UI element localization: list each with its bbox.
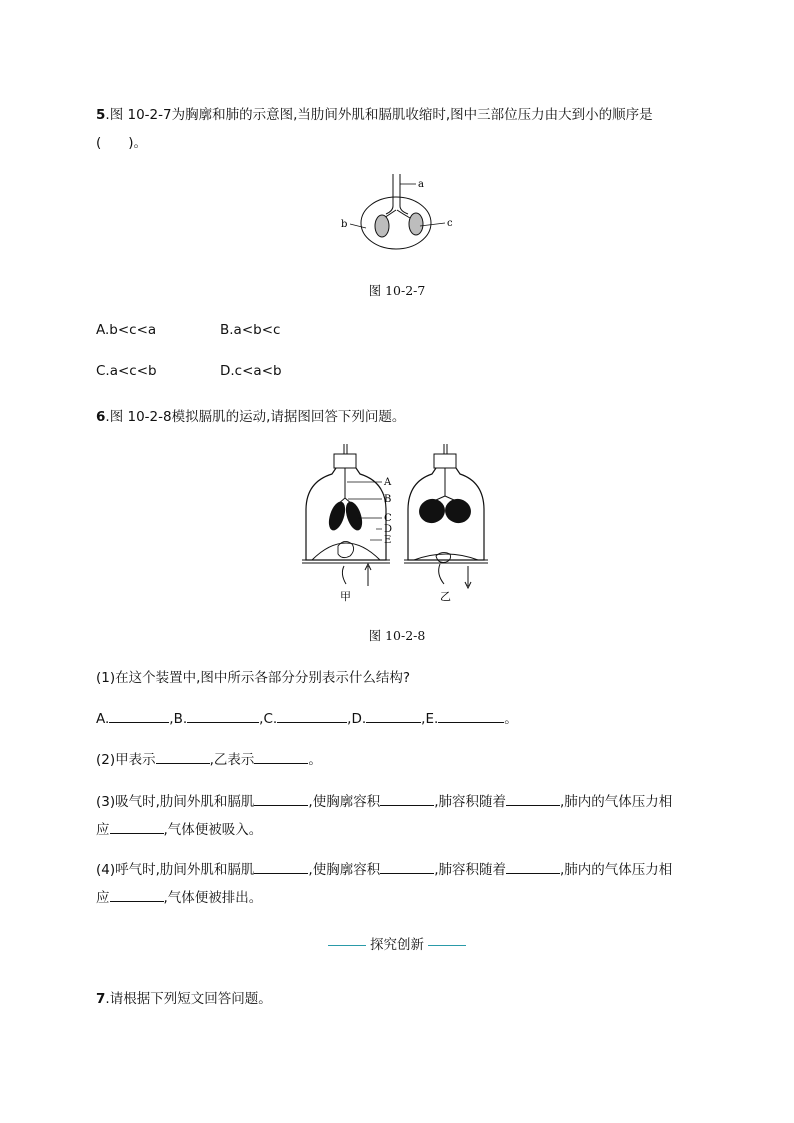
blank-sub3-1[interactable] xyxy=(254,793,308,806)
blank-e[interactable] xyxy=(438,710,504,723)
q6-sub4-line1 xyxy=(96,858,672,878)
q6-sub2-text2: ,乙表示 xyxy=(209,752,255,768)
q5-number: 5 xyxy=(96,107,106,123)
blank-sub4-1[interactable] xyxy=(254,861,308,874)
label-B: B xyxy=(384,494,392,505)
blank-sub3-4[interactable] xyxy=(110,821,164,834)
q6-sub1-label-b: ,B. xyxy=(169,711,188,727)
q6-sub3-text6: ,气体便被吸入。 xyxy=(163,822,263,838)
blank-d[interactable] xyxy=(366,710,421,723)
trachea-right-wall xyxy=(400,174,408,214)
q6-stem xyxy=(96,405,405,425)
label-E: E xyxy=(384,535,392,546)
label-C: C xyxy=(384,513,392,524)
figure-10-2-8-caption: 图 10-2-8 xyxy=(368,628,426,643)
q6-sub3-text5: 应 xyxy=(96,822,110,838)
q7-number: 7 xyxy=(96,991,106,1007)
q6-sub3-text2: ,使胸廓容积 xyxy=(308,794,381,810)
label-yi: 乙 xyxy=(440,590,451,603)
q6-sub2-text1: (2)甲表示 xyxy=(96,752,156,768)
blank-c[interactable] xyxy=(277,710,347,723)
q6-sub1-end: 。 xyxy=(504,711,518,727)
section-title: 探究创新 xyxy=(370,937,424,953)
balloon-left-jia xyxy=(326,500,349,533)
balloon-right-yi xyxy=(442,496,473,526)
q6-sub3-text4: ,肺内的气体压力相 xyxy=(560,794,673,810)
balloon-left-yi xyxy=(416,496,447,526)
q5-answer-bracket: ( )。 xyxy=(96,135,148,151)
label-b: b xyxy=(341,219,348,230)
q6-sub3-line2 xyxy=(96,818,262,838)
q5-option-b: B.a<b<c xyxy=(220,322,281,338)
q6-stem-text: .图 10-2-8模拟膈肌的运动,请据图回答下列问题。 xyxy=(105,409,406,425)
q6-sub4-text4: ,肺内的气体压力相 xyxy=(560,862,673,878)
q5-option-a: A.b<c<a xyxy=(96,322,157,338)
q6-number: 6 xyxy=(96,409,106,425)
q6-sub3-text3: ,肺容积随着 xyxy=(434,794,507,810)
label-A: A xyxy=(384,477,392,488)
blank-sub3-2[interactable] xyxy=(380,793,434,806)
q7-stem xyxy=(96,987,272,1007)
blank-b[interactable] xyxy=(187,710,259,723)
section-rule-right xyxy=(428,945,466,946)
blank-sub4-3[interactable] xyxy=(506,861,560,874)
q6-sub4-line2 xyxy=(96,886,262,906)
q7-stem-text: .请根据下列短文回答问题。 xyxy=(105,991,272,1007)
blank-sub4-2[interactable] xyxy=(380,861,434,874)
stopper-yi xyxy=(434,454,456,468)
q5-option-d: D.c<a<b xyxy=(220,363,282,379)
q6-sub2 xyxy=(96,748,322,768)
q6-sub3-line1 xyxy=(96,790,672,810)
q6-sub3-text1: (3)吸气时,肋间外肌和膈肌 xyxy=(96,794,255,810)
figure-10-2-7 xyxy=(338,166,463,256)
blank-sub4-4[interactable] xyxy=(110,889,164,902)
blank-sub3-3[interactable] xyxy=(506,793,560,806)
label-D: D xyxy=(384,524,393,535)
q6-sub1: (1)在这个装置中,图中所示各部分分别表示什么结构? xyxy=(96,670,411,686)
balloon-right-jia xyxy=(343,500,366,533)
stopper-jia xyxy=(334,454,356,468)
trachea-left-wall xyxy=(386,174,393,214)
q6-sub2-text3: 。 xyxy=(308,752,322,768)
figure-10-2-8 xyxy=(300,440,500,605)
blank-a[interactable] xyxy=(109,710,169,723)
q6-sub1-label-d: ,D. xyxy=(347,711,367,727)
section-header xyxy=(0,933,794,953)
q6-sub4-text1: (4)呼气时,肋间外肌和膈肌 xyxy=(96,862,255,878)
q6-sub1-label-a: A. xyxy=(96,711,110,727)
apparatus-yi xyxy=(404,444,488,603)
right-lung xyxy=(409,213,423,235)
blank-jia[interactable] xyxy=(156,751,210,764)
label-jia: 甲 xyxy=(340,590,351,603)
label-a: a xyxy=(418,179,424,190)
q6-sub1-label-c: ,C. xyxy=(259,711,278,727)
apparatus-jia xyxy=(302,444,393,603)
left-lung xyxy=(375,215,389,237)
q6-sub4-text2: ,使胸廓容积 xyxy=(308,862,381,878)
q5-option-c: C.a<c<b xyxy=(96,363,157,379)
rubber-film-yi xyxy=(414,554,478,560)
q6-sub4-text5: 应 xyxy=(96,890,110,906)
q6-sub4-text3: ,肺容积随着 xyxy=(434,862,507,878)
q5-stem-text: .图 10-2-7为胸廓和肺的示意图,当肋间外肌和膈肌收缩时,图中三部位压力由大到小的顺序是 xyxy=(105,107,653,123)
label-c: c xyxy=(447,218,453,229)
section-rule-left xyxy=(328,945,366,946)
q5-stem-line1 xyxy=(96,103,653,123)
blank-yi[interactable] xyxy=(254,751,308,764)
q6-sub1-label-e: ,E. xyxy=(421,711,439,727)
q6-sub4-text6: ,气体便被排出。 xyxy=(163,890,263,906)
figure-10-2-7-caption: 图 10-2-7 xyxy=(368,283,426,298)
q6-sub1-answers xyxy=(96,707,518,727)
